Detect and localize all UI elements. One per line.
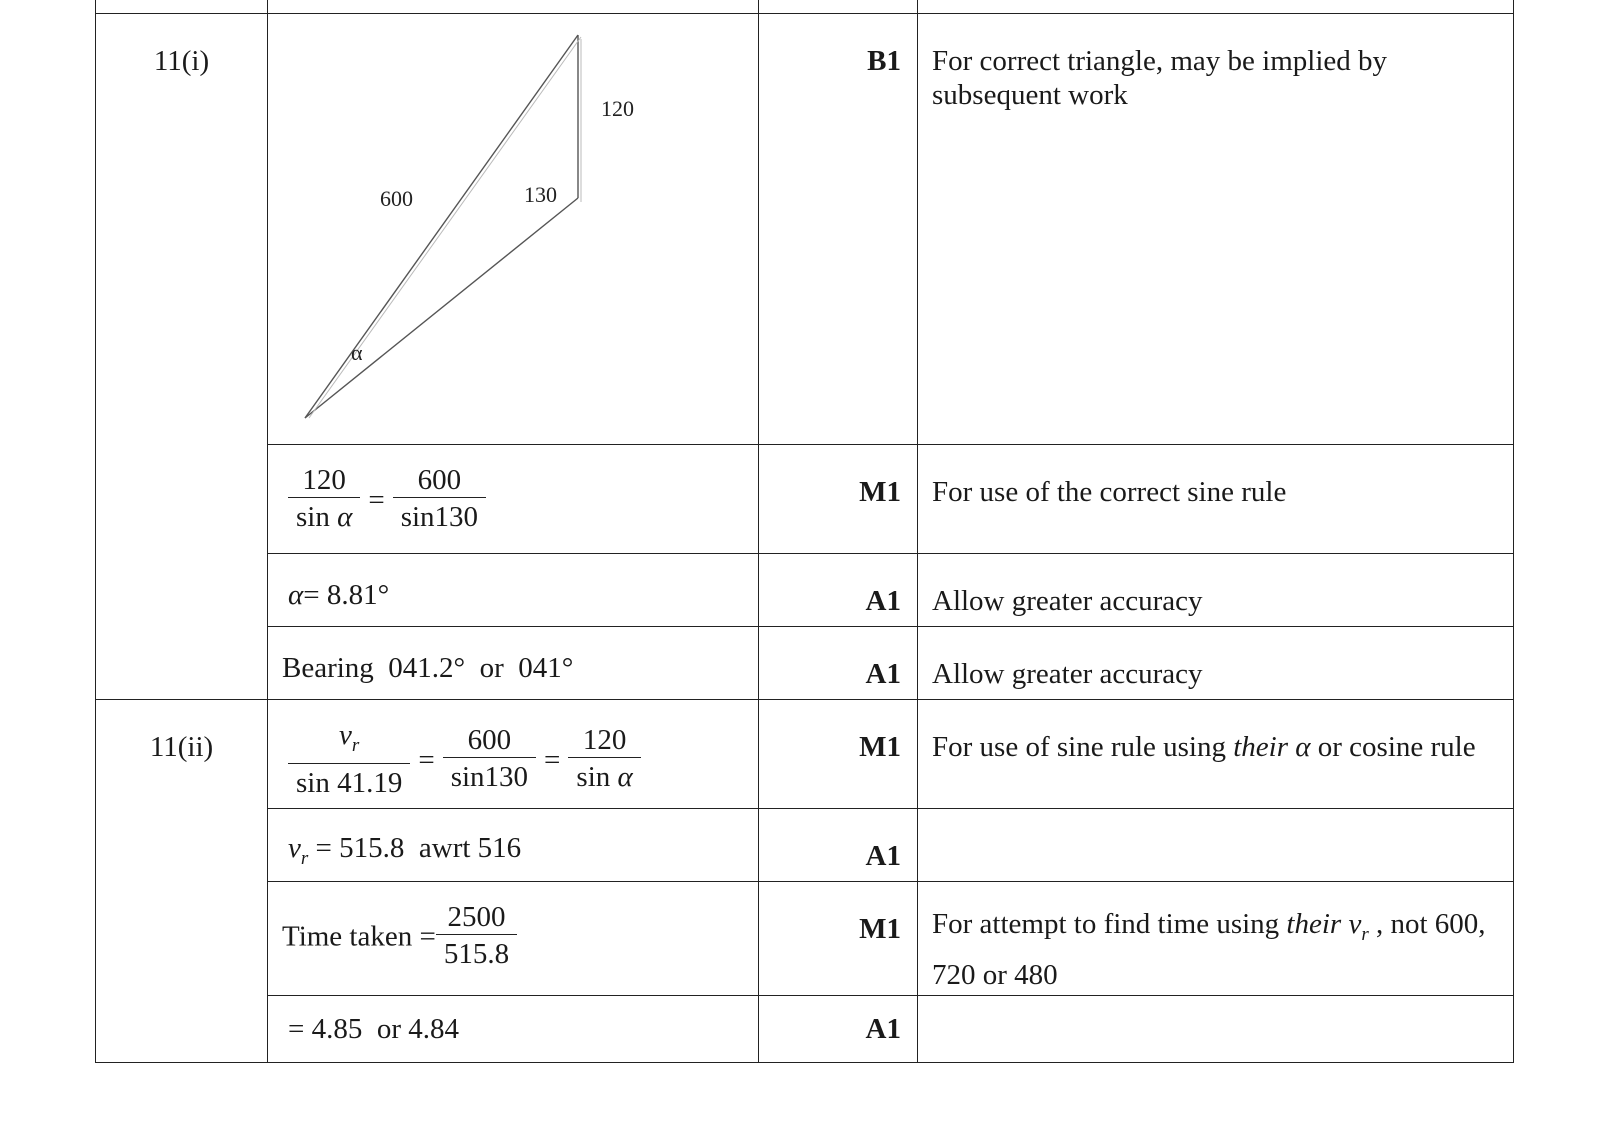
angle-label-130: 130 [524, 182, 557, 207]
table-row [96, 627, 1514, 700]
guidance-text: Allow greater accuracy [932, 658, 1203, 690]
mark-code: A1 [865, 658, 901, 690]
guidance-text: Allow greater accuracy [932, 585, 1203, 617]
working-final-answer: = 4.85 or 4.84 [288, 1012, 460, 1045]
triangle-side-600 [305, 35, 578, 418]
guidance-text: For correct triangle, may be implied by subsequent work [932, 45, 1387, 111]
fraction: $\frac{v_r}{\sin 41.19}$ [288, 718, 410, 802]
mark-code: M1 [859, 731, 901, 763]
table-row [96, 809, 1514, 882]
question-number: 11(ii) [149, 731, 214, 763]
working-alpha: α= 8.81° [288, 579, 390, 611]
guidance-text: For attempt to find time using their $v_r$ , not 600, 720 or 480 [932, 908, 1486, 991]
mark-code: A1 [865, 585, 901, 617]
table-row [96, 445, 1514, 554]
working-vr-result: $v_r = 515.8$ awrt 516 [288, 832, 522, 869]
mark-code: A1 [865, 840, 901, 872]
mark-code: A1 [865, 1012, 901, 1045]
working-sine-rule: $\frac{120}{\text{sin α}}$ = $\frac{600}{\sin 130}$ [268, 445, 758, 536]
guidance-text: For use of the correct sine rule [932, 476, 1287, 508]
table-row [96, 700, 1514, 809]
mark-scheme-table [95, 0, 1514, 1063]
side-label-600: 600 [380, 186, 413, 211]
fraction: $\frac{600}{\sin 130}$ [393, 463, 486, 536]
triangle-side-base [305, 198, 578, 418]
triangle-diagram [268, 14, 756, 444]
angle-label-alpha: α [351, 340, 363, 365]
mark-code: B1 [867, 45, 901, 77]
fraction: $\frac{2500}{515.8}$ [436, 900, 517, 973]
working-vr-sine-rule: $\frac{v_r}{\sin 41.19}$ = $\frac{600}{\sin 130}$ = $\frac{120}{\text{sin α}}$ [268, 700, 758, 802]
side-label-120: 120 [601, 96, 634, 121]
guidance-text: For use of sine rule using their α or cosine rule [932, 731, 1476, 763]
working-bearing: Bearing 041.2° or 041° [282, 652, 574, 684]
triangle-diagram-cell [268, 14, 759, 445]
question-number: 11(i) [153, 45, 210, 77]
fraction: $\frac{120}{\text{sin α}}$ [568, 723, 640, 796]
mark-code: M1 [859, 913, 901, 945]
fraction: $\frac{600}{\sin 130}$ [443, 723, 536, 796]
fraction: $\frac{120}{\text{sin α}}$ [288, 463, 360, 536]
mark-code: M1 [859, 476, 901, 508]
table-row [96, 14, 1514, 445]
table-row [96, 882, 1514, 996]
table-row [96, 554, 1514, 627]
table-row [96, 995, 1514, 1062]
table-top-row [96, 0, 1514, 14]
working-time-taken: Time taken = $\frac{2500}{515.8}$ [268, 882, 758, 973]
